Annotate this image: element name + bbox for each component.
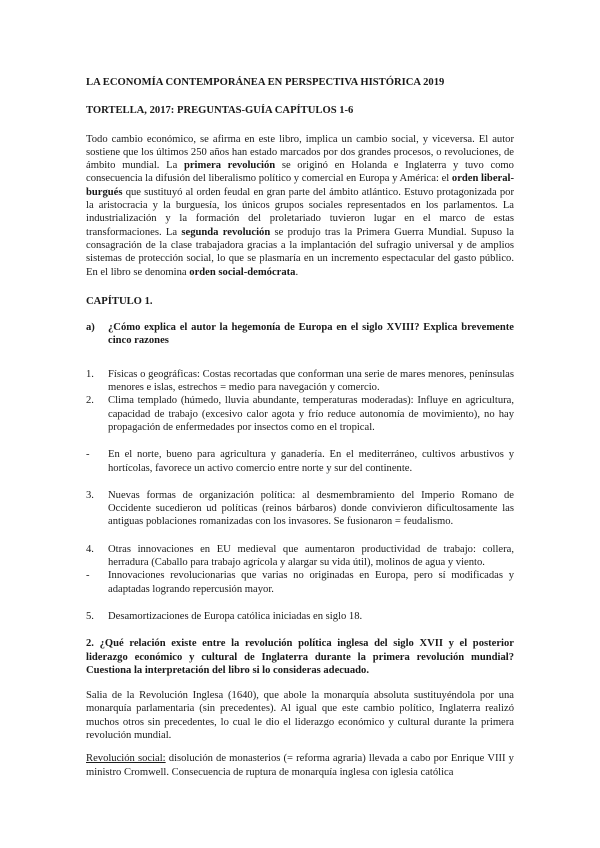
list-item — [86, 368, 514, 395]
list-block-5 — [86, 610, 514, 623]
list-marker: 3. — [86, 489, 94, 501]
list-item — [86, 610, 514, 623]
question-a-marker: a) — [86, 322, 95, 334]
list-marker: - — [86, 449, 90, 461]
intro-paragraph — [86, 133, 514, 279]
question-a — [86, 321, 514, 348]
list-block-2 — [86, 448, 514, 475]
list-item — [86, 394, 514, 434]
list-block-1 — [86, 368, 514, 434]
intro-text-3: que sustituyó al orden feudal en gran parte del ámbito atlántico. Estuvo protagonizada por la aristocracia y la burguesía, los únicos grupos sociales representados en los parlamentos. La industrialización y la formación del proletariado tuvieron lugar en el marco de estas transformaciones. La — [86, 186, 514, 238]
list-item — [86, 448, 514, 475]
list-marker: 2. — [86, 395, 94, 407]
list-block-4 — [86, 543, 514, 596]
list-item — [86, 543, 514, 570]
list-text: Desamortizaciones de Europa católica iniciadas en siglo 18. — [108, 610, 363, 622]
list-marker: 1. — [86, 368, 94, 380]
list-marker: - — [86, 570, 90, 582]
list-text: Innovaciones revolucionarias que varias no originadas en Europa, pero sí modificadas y adaptadas logrando repercusión mayor. — [108, 570, 514, 595]
intro-bold-1: primera revolución — [183, 160, 276, 172]
list-item — [86, 569, 514, 596]
answer-paragraph-2 — [86, 752, 514, 779]
question-a-text: ¿Cómo explica el autor la hegemonía de Europa en el siglo XVIII? Explica brevemente cinco razones — [108, 322, 514, 347]
document-title: LA ECONOMÍA CONTEMPORÁNEA EN PERSPECTIVA HISTÓRICA 2019 — [86, 77, 445, 88]
intro-text-2: se originó en Holanda e Inglaterra y tuvo como consecuencia la difusión del liberalismo político y comercial en Europa y América: el — [86, 160, 514, 185]
list-text: Clima templado (húmedo, lluvia abundante, temperaturas moderadas): Influye en agricultura, capacidad de trabajo (excesivo calor agota y frío reduce autonomía de movimiento), no hay propagación de enfermedades por insectos como en el tropical. — [108, 395, 514, 433]
intro-text-1: Todo cambio económico, se afirma en este libro, implica un cambio social, y viceversa. El autor sostiene que los últimos 250 años han estado marcados por dos grandes procesos, o revoluciones, de ámbito mundial. La — [86, 133, 514, 172]
revolucion-social-label: Revolución social: — [86, 753, 166, 765]
list-block-3 — [86, 489, 514, 529]
list-text: Otras innovaciones en EU medieval que aumentaron productividad de trabajo: collera, herradura (Caballo para trabajo agrícola y alargar su vida útil), molinos de agua y viento. — [108, 543, 514, 569]
intro-bold-2: orden liberal-burgués — [86, 173, 514, 198]
answer-paragraph-1: Salia de la Revolución Inglesa (1640), que abole la monarquía absoluta sustituyéndola por una monarquía parlamentaria (sin precedentes). Al igual que este cambio político, Inglaterra realizó muchos otros sin precedentes, lo cual le dio el liderazgo económico y cultural durante la primera revolución mundial. — [86, 690, 514, 741]
intro-bold-3: segunda revolución — [181, 226, 271, 238]
list-text: En el norte, bueno para agricultura y ganadería. En el mediterráneo, cultivos arbustivos y hortícolas, favorece un activo comercio entre norte y sur del continente. — [108, 449, 514, 474]
list-marker: 5. — [86, 610, 94, 622]
document-subtitle: TORTELLA, 2017: PREGUNTAS-GUÍA CAPÍTULOS 1-6 — [86, 105, 354, 117]
question-2: 2. ¿Qué relación existe entre la revolución política inglesa del siglo XVII y el posterior liderazgo económico y cultural de Inglaterra durante la primera revolución mundial? Cuestiona la interpretación del libro si lo consideras adecuado. — [86, 638, 514, 676]
revolucion-social-text: disolución de monasterios (= reforma agraria) llevada a cabo por Enrique VIII y ministro Cromwell. Consecuencia de ruptura de monarquía inglesa con iglesia católica — [86, 753, 514, 778]
chapter-heading: CAPÍTULO 1. — [86, 295, 153, 307]
list-marker: 4. — [86, 543, 94, 555]
intro-text-4: se produjo tras la Primera Guerra Mundial. Supuso la consagración de la clase trabajadora gracias a la implantación del sufragio universal y de amplios sistemas de protección social, lo que se plasmaría en un incremento espectacular del gasto público. En el libro se denomina — [86, 226, 514, 278]
list-text: Físicas o geográficas: Costas recortadas que conforman una serie de mares menores, penínsulas menores e islas, estrechos = medio para navegación y comercio. — [108, 368, 514, 394]
list-text: Nuevas formas de organización política: al desmembramiento del Imperio Romano de Occidente sucedieron ud políticas (reinos bárbaros) donde convivieron dificultosamente las antiguas poblaciones romanizadas con los invasores. Se fusionaron = feudalismo. — [108, 489, 514, 528]
intro-text-5: . — [295, 266, 299, 278]
list-item — [86, 489, 514, 529]
intro-bold-4: orden social-demócrata — [189, 266, 296, 278]
